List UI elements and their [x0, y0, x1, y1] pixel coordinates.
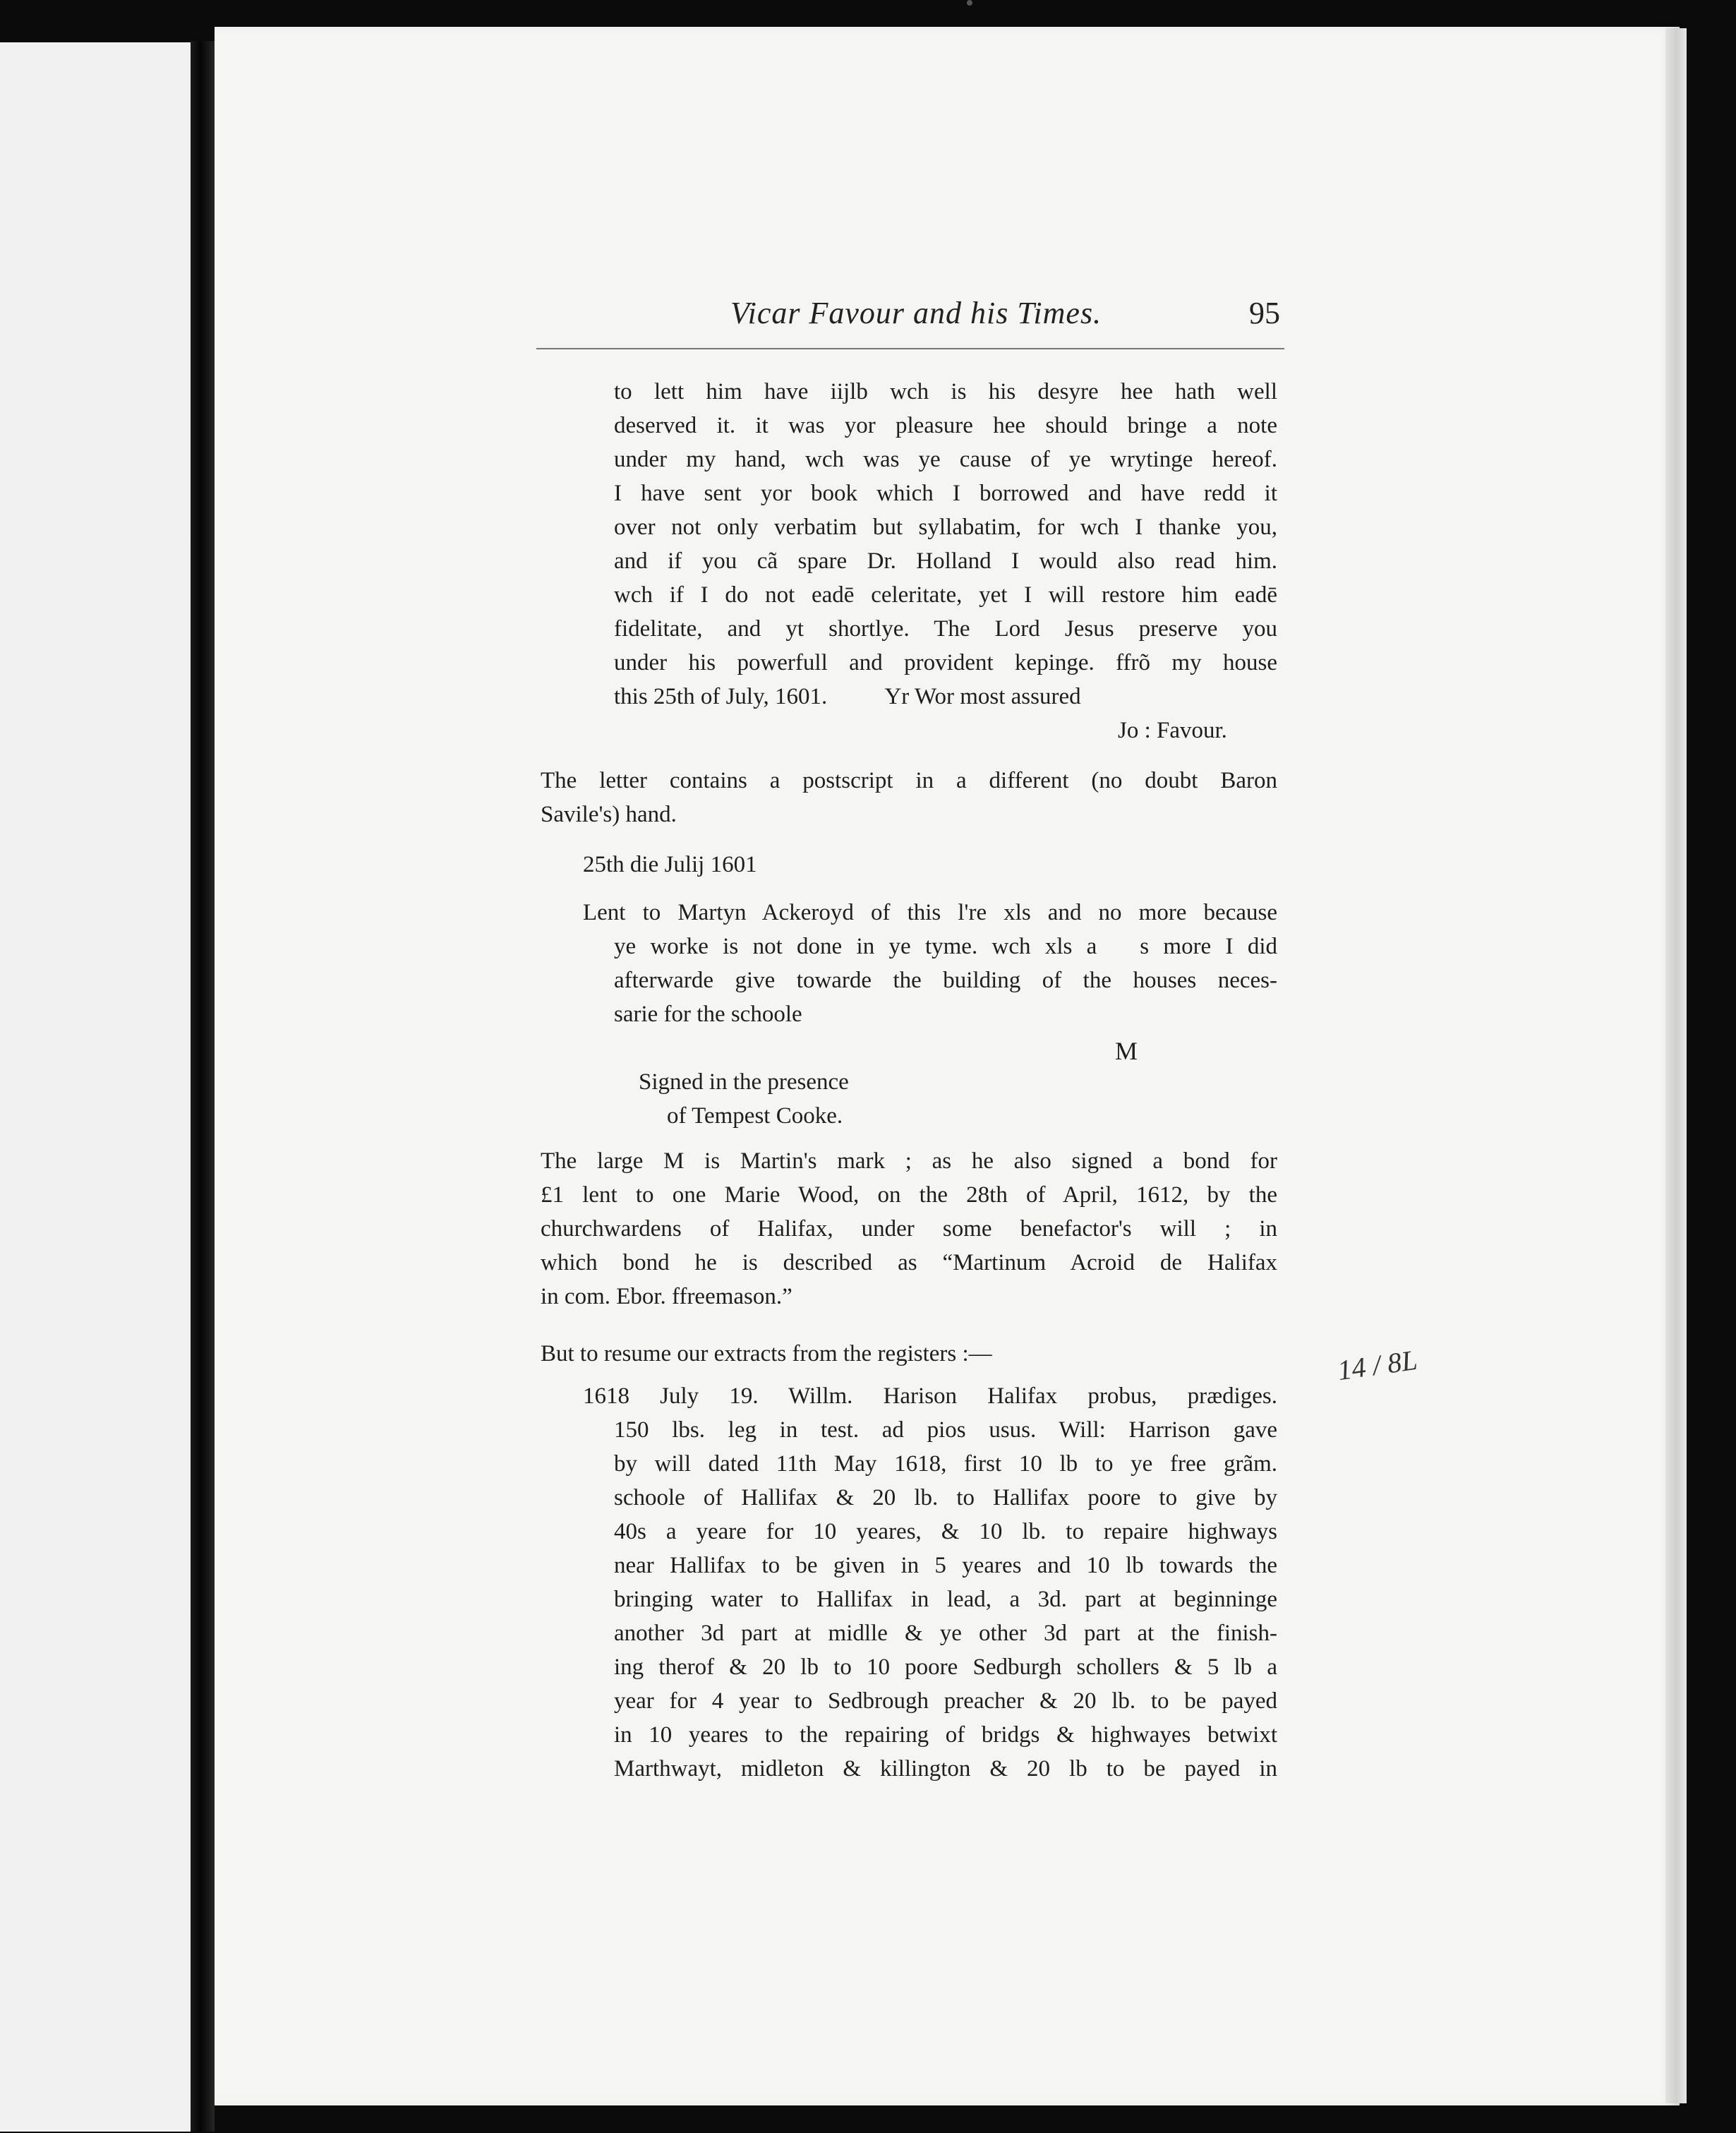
body-line: churchwardens of Halifax, under some benefactor's will ; in	[541, 1216, 1277, 1242]
page-number: 95	[1249, 296, 1280, 330]
body-line: The large M is Martin's mark ; as he also signed a bond for	[541, 1148, 1277, 1174]
signature: Jo : Favour.	[1118, 718, 1227, 743]
letter-line: this 25th of July, 1601. Yr Wor most assured	[614, 684, 1081, 709]
book-page	[215, 27, 1680, 2105]
header-rule	[536, 348, 1284, 349]
register-line: year for 4 year to Sedbrough preacher & 20 lb. to be payed	[614, 1688, 1277, 1714]
witness-line: Signed in the presence	[639, 1069, 849, 1095]
register-line: schoole of Hallifax & 20 lb. to Hallifax poore to give by	[614, 1485, 1277, 1510]
register-line: 1618 July 19. Willm. Harison Halifax probus, prædiges.	[583, 1383, 1277, 1409]
date-line: 25th die Julij 1601	[583, 852, 757, 877]
martins-mark: M	[1115, 1037, 1138, 1065]
letter-line: to lett him have iijlb wch is his desyre hee hath well	[614, 379, 1277, 404]
running-title: Vicar Favour and his Times.	[730, 296, 1102, 330]
handwritten-margin-note: 14 / 8L	[1335, 1343, 1419, 1387]
postscript-line: ye worke is not done in ye tyme. wch xls a s more I did	[614, 934, 1277, 959]
letter-line: deserved it. it was yor pleasure hee should bringe a note	[614, 413, 1277, 438]
facing-page	[0, 42, 191, 2132]
page-edge	[1665, 28, 1687, 2103]
letter-line: and if you cã spare Dr. Holland I would also read him.	[614, 548, 1277, 574]
postscript-line: afterwarde give towarde the building of the houses neces-	[614, 968, 1277, 993]
letter-line: fidelitate, and yt shortlye. The Lord Jesus preserve you	[614, 616, 1277, 642]
register-line: 40s a yeare for 10 yeares, & 10 lb. to repaire highways	[614, 1519, 1277, 1544]
scan-speck	[967, 0, 972, 6]
body-line: which bond he is described as “Martinum Acroid de Halifax	[541, 1250, 1277, 1275]
register-line: by will dated 11th May 1618, first 10 lb to ye free grãm.	[614, 1451, 1277, 1477]
register-line: ing therof & 20 lb to 10 poore Sedburgh schollers & 5 lb a	[614, 1654, 1277, 1680]
letter-line: under his powerfull and provident kepinge. ffrõ my house	[614, 650, 1277, 675]
register-line: another 3d part at midlle & ye other 3d part at the finish-	[614, 1621, 1277, 1646]
body-line: £1 lent to one Marie Wood, on the 28th of April, 1612, by the	[541, 1182, 1277, 1208]
register-line: bringing water to Hallifax in lead, a 3d. part at beginninge	[614, 1587, 1277, 1612]
body-line: in com. Ebor. ffreemason.”	[541, 1284, 792, 1309]
register-line: near Hallifax to be given in 5 yeares and 10 lb towards the	[614, 1553, 1277, 1578]
book-gutter	[191, 41, 215, 2132]
body-line: Savile's) hand.	[541, 802, 677, 827]
letter-line: under my hand, wch was ye cause of ye wrytinge hereof.	[614, 447, 1277, 472]
register-line: 150 lbs. leg in test. ad pios usus. Will: Harrison gave	[614, 1417, 1277, 1443]
letter-line: I have sent yor book which I borrowed and have redd it	[614, 481, 1277, 506]
postscript-line: sarie for the schoole	[614, 1002, 802, 1027]
postscript-line: Lent to Martyn Ackeroyd of this l're xls and no more because	[583, 900, 1277, 925]
letter-line: wch if I do not eadē celeritate, yet I will restore him eadē	[614, 582, 1277, 608]
register-line: in 10 yeares to the repairing of bridgs & highwayes betwixt	[614, 1722, 1277, 1748]
body-line: The letter contains a postscript in a different (no doubt Baron	[541, 768, 1277, 793]
witness-line: of Tempest Cooke.	[667, 1103, 843, 1129]
register-line: Marthwayt, midleton & killington & 20 lb to be payed in	[614, 1756, 1277, 1781]
letter-line: over not only verbatim but syllabatim, for wch I thanke you,	[614, 515, 1277, 540]
body-line: But to resume our extracts from the registers :—	[541, 1341, 992, 1366]
